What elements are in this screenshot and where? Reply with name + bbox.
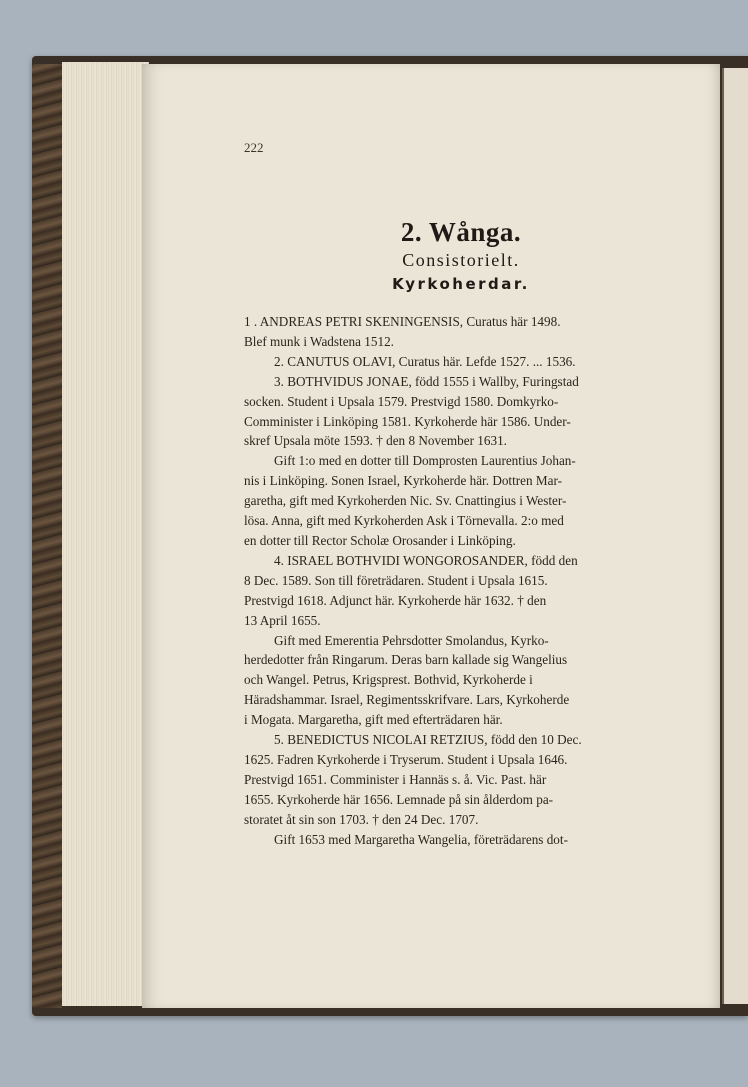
text-line: garetha, gift med Kyrkoherden Nic. Sv. Cnattingius i Wester- — [244, 493, 567, 509]
text-line: Gift 1653 med Margaretha Wangelia, företrädarens dot- — [274, 831, 568, 847]
text-line: Blef munk i Wadstena 1512. — [244, 333, 394, 349]
text-line: Gift med Emerentia Pehrsdotter Smolandus, Kyrko- — [274, 632, 549, 648]
text-line: Prestvigd 1618. Adjunct här. Kyrkoherde här 1632. † den — [244, 592, 547, 608]
text-line: Prestvigd 1651. Comminister i Hannäs s. å. Vic. Past. här — [244, 771, 547, 787]
text-line: i Mogata. Margaretha, gift med efterträdaren här. — [244, 712, 503, 728]
text-line: 8 Dec. 1589. Son till företrädaren. Student i Upsala 1615. — [244, 572, 548, 588]
text-line: 1625. Fadren Kyrkoherde i Tryserum. Student i Upsala 1646. — [244, 751, 568, 767]
text-line: 1655. Kyrkoherde här 1656. Lemnade på sin ålderdom pa- — [244, 791, 554, 807]
parish-title: 2. Wånga. — [400, 217, 522, 247]
page-body — [244, 312, 678, 849]
text-line: en dotter till Rector Scholæ Orosander i Linköping. — [244, 532, 516, 548]
book-spine — [32, 64, 62, 1008]
facing-page-edge — [722, 68, 748, 1004]
text-line: herdedotter från Ringarum. Deras barn kallade sig Wangelius — [244, 652, 568, 668]
text-line: storatet åt sin son 1703. † den 24 Dec. 1707. — [244, 811, 479, 827]
text-line: och Wangel. Petrus, Krigsprest. Bothvid, Kyrkoherde i — [244, 672, 533, 688]
text-line: 4. ISRAEL BOTHVIDI WONGOROSANDER, född den — [274, 552, 578, 568]
text-line: skref Upsala möte 1593. † den 8 November 1631. — [244, 433, 507, 449]
text-line: Gift 1:o med en dotter till Domprosten Laurentius Johan- — [274, 453, 576, 469]
page-number: 222 — [244, 140, 264, 155]
text-line: Comminister i Linköping 1581. Kyrkoherde här 1586. Under- — [244, 413, 571, 429]
text-line: 2. CANUTUS OLAVI, Curatus här. Lefde 1527. ... 1536. — [274, 353, 576, 369]
text-line: Häradshammar. Israel, Regimentsskrifvare. Lars, Kyrkoherde — [244, 692, 570, 708]
text-line: 13 April 1655. — [244, 612, 321, 628]
section-heading: Kyrkoherdar. — [392, 275, 530, 293]
page-edges — [62, 62, 149, 1006]
text-line: 5. BENEDICTUS NICOLAI RETZIUS, född den 10 Dec. — [274, 732, 582, 748]
text-line: 1 . ANDREAS PETRI SKENINGENSIS, Curatus här 1498. — [244, 314, 561, 329]
text-line: nis i Linköping. Sonen Israel, Kyrkoherde här. Dottren Mar- — [244, 473, 562, 489]
text-line: socken. Student i Upsala 1579. Prestvigd 1580. Domkyrko- — [244, 393, 559, 409]
text-line: 3. BOTHVIDUS JONAE, född 1555 i Wallby, Furingstad — [274, 373, 579, 389]
text-line: lösa. Anna, gift med Kyrkoherden Ask i Törnevalla. 2:o med — [244, 513, 564, 529]
parish-subtitle: Consistorielt. — [402, 250, 520, 270]
